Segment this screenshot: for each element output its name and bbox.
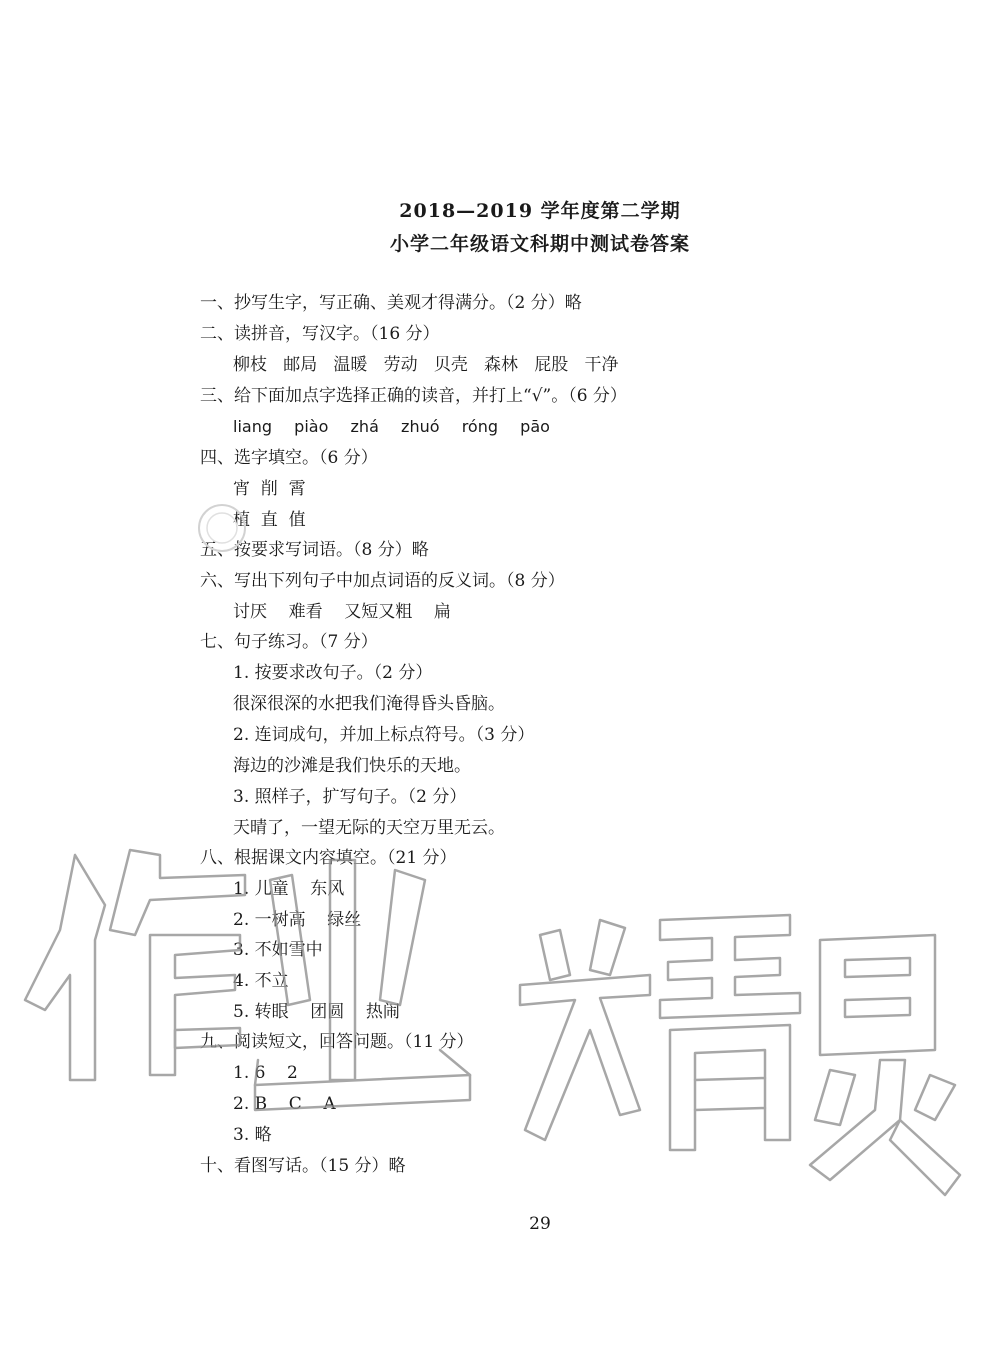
answer-section-3: 三、给下面加点字选择正确的读音，并打上“√”。（6 分） — [200, 386, 627, 406]
answer-section-4: 四、选字填空。（6 分） — [200, 448, 378, 468]
answer-line: 3. 不如雪中 — [233, 940, 323, 960]
answer-line: 1. 6 2 — [233, 1063, 298, 1083]
answer-line: 很深很深的水把我们淹得昏头昏脑。 — [233, 694, 505, 714]
answer-line: 4. 不立 — [233, 971, 289, 991]
exam-title-line1: 2018—2019 学年度第二学期 — [399, 200, 681, 222]
answer-line: 海边的沙滩是我们快乐的天地。 — [233, 756, 471, 776]
answer-line: 2. 连词成句，并加上标点符号。（3 分） — [233, 725, 535, 745]
answer-section-8: 八、根据课文内容填空。（21 分） — [200, 848, 457, 868]
answer-line: 植 直 值 — [233, 510, 306, 530]
answer-line: 1. 按要求改句子。（2 分） — [233, 663, 433, 683]
answer-line: 3. 略 — [233, 1125, 272, 1145]
answer-section-5: 五、按要求写词语。（8 分）略 — [200, 540, 429, 560]
answer-line: 天晴了，一望无际的天空万里无云。 — [233, 818, 505, 838]
answer-pinyin-line: liang piào zhá zhuó róng pāo — [233, 417, 550, 436]
answer-line: 1. 儿童 东风 — [233, 879, 345, 899]
page-number: 29 — [529, 1214, 551, 1234]
answer-line: 讨厌 难看 又短又粗 扁 — [233, 602, 451, 622]
answer-section-2: 二、读拼音，写汉字。（16 分） — [200, 324, 440, 344]
answer-line: 2. B C A — [233, 1094, 336, 1114]
answer-section-6: 六、写出下列句子中加点词语的反义词。（8 分） — [200, 571, 565, 591]
answer-section-7: 七、句子练习。（7 分） — [200, 632, 378, 652]
answer-line: 5. 转眼 团圆 热闹 — [233, 1002, 400, 1022]
stamp-mark — [196, 502, 248, 554]
answer-line: 柳枝 邮局 温暖 劳动 贝壳 森林 屁股 干净 — [233, 355, 619, 375]
answer-line: 2. 一树高 绿丝 — [233, 910, 362, 930]
answer-section-10: 十、看图写话。（15 分）略 — [200, 1156, 406, 1176]
answer-section-1: 一、抄写生字，写正确、美观才得满分。（2 分）略 — [200, 293, 582, 313]
answer-line: 宵 削 霄 — [233, 479, 306, 499]
answer-line: 3. 照样子，扩写句子。（2 分） — [233, 787, 467, 807]
answer-section-9: 九、阅读短文，回答问题。（11 分） — [200, 1032, 474, 1052]
exam-title-line2: 小学二年级语文科期中测试卷答案 — [389, 233, 690, 255]
